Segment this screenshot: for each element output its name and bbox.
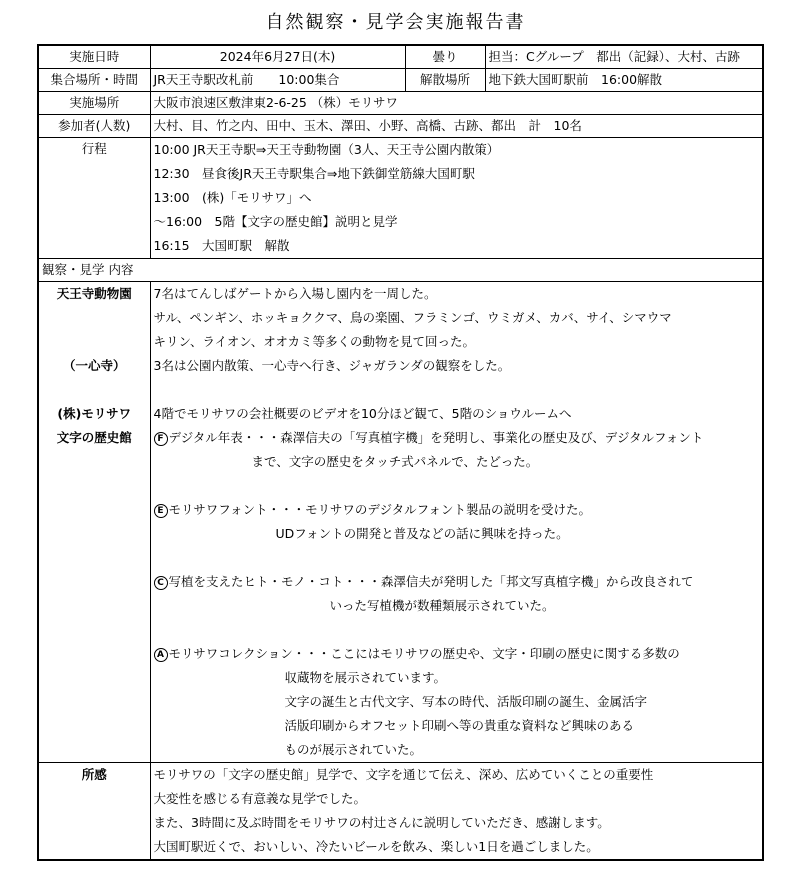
venue-value: 大阪市浪速区敷津東2-6-25 （株）モリサワ (150, 92, 763, 115)
museum-label: 文字の歴史館 (56, 430, 132, 445)
temple-text: 3名は公園内散策、一心寺へ行き、ジャガランダの観察をした。 (153, 358, 511, 373)
company-label: (株)モリサワ (57, 406, 132, 421)
impressions-row (38, 763, 763, 861)
exhibit-text: 文字の誕生と古代文字、写本の時代、活版印刷の誕生、金属活字 (284, 694, 648, 709)
observation-labels (38, 282, 150, 763)
venue-row (38, 92, 763, 115)
weather-value: 曇り (405, 45, 485, 69)
exhibit-text: 収蔵物を展示されています。 (284, 670, 447, 685)
itinerary-line: 13:00 (株)「モリサワ」へ (153, 190, 312, 205)
exhibit-text: まで、文字の歴史をタッチ式パネルで、たどった。 (251, 454, 539, 469)
circled-letter-icon: E (154, 504, 168, 518)
report-title: 自然観察・見学会実施報告書 (265, 12, 526, 33)
exhibit-item-e: E モリサワフォント・・・モリサワのデジタルフォント製品の説明を受けた。 (154, 498, 763, 522)
itinerary-line: ～16:00 5階【文字の歴史館】説明と見学 (153, 214, 398, 229)
zoo-label: 天王寺動物園 (56, 286, 132, 301)
observation-header-row (38, 259, 763, 282)
circled-letter-icon: F (154, 432, 168, 446)
itinerary-line: 12:30 昼食後JR天王寺駅集合⇒地下鉄御堂筋線大国町駅 (153, 166, 475, 181)
itinerary-label: 行程 (38, 138, 150, 259)
circled-letter-icon: A (154, 648, 168, 662)
participants-value: 大村、目、竹之内、田中、玉木、澤田、小野、高橋、古跡、都出 計 10名 (150, 115, 763, 138)
observation-content (150, 282, 763, 763)
dismissal-value: 地下鉄大国町駅前 16:00解散 (485, 69, 763, 92)
impressions-line: 大変性を感じる有意義な見学でした。 (153, 791, 367, 806)
participants-row (38, 115, 763, 138)
company-text: 4階でモリサワの会社概要のビデオを10分ほど観て、5階のショウルームへ (153, 406, 572, 421)
exhibit-text: 活版印刷からオフセット印刷へ等の貴重な資料など興味のある (284, 718, 635, 733)
date-label: 実施日時 (38, 45, 150, 69)
dismissal-label: 解散場所 (405, 69, 485, 92)
circled-letter-icon: C (154, 576, 168, 590)
exhibit-item-a: A モリサワコレクション・・・ここにはモリサワの歴史や、文字・印刷の歴史に関する多数の (154, 642, 763, 666)
exhibit-text: ものが展示されていた。 (284, 742, 423, 757)
report-table (37, 44, 764, 861)
meeting-value: JR天王寺駅改札前 10:00集合 (150, 69, 405, 92)
date-value: 2024年6月27日(木) (150, 45, 405, 69)
observation-row (38, 282, 763, 763)
impressions-content (150, 763, 763, 861)
itinerary-line: 16:15 大国町駅 解散 (153, 238, 290, 253)
observation-header: 観察・見学 内容 (38, 259, 763, 282)
impressions-label: 所感 (38, 763, 150, 861)
date-row (38, 45, 763, 69)
itinerary-content (150, 138, 763, 259)
participants-label: 参加者(人数) (38, 115, 150, 138)
exhibit-text: いった写植機が数種類展示されていた。 (329, 598, 555, 613)
impressions-line: 大国町駅近くで、おいしい、冷たいビールを飲み、楽しい1日を過ごしました。 (153, 839, 599, 854)
zoo-text: キリン、ライオン、オオカミ等多くの動物を見て回った。 (153, 334, 476, 349)
itinerary-line: 10:00 JR天王寺駅⇒天王寺動物園（3人、天王寺公園内散策） (153, 142, 500, 157)
itinerary-row (38, 138, 763, 259)
impressions-line: モリサワの「文字の歴史館」見学で、文字を通じて伝え、深め、広めていくことの重要性 (153, 767, 654, 782)
zoo-text: 7名はてんしばゲートから入場し園内を一周した。 (153, 286, 437, 301)
staff-value: 担当：Cグループ 都出（記録）、大村、古跡 (485, 45, 763, 69)
exhibit-item-c: C 写植を支えたヒト・モノ・コト・・・森澤信夫が発明した「邦文写真植字機」から改良されて (154, 570, 763, 594)
meeting-row (38, 69, 763, 92)
exhibit-text: UDフォントの開発と普及などの話に興味を持った。 (275, 526, 569, 541)
exhibit-item-f: F デジタル年表・・・森澤信夫の「写真植字機」を発明し、事業化の歴史及び、デジタルフォント (154, 426, 763, 450)
temple-label: （一心寺） (62, 358, 126, 373)
zoo-text: サル、ペンギン、ホッキョククマ、鳥の楽園、フラミンゴ、ウミガメ、カバ、サイ、シマウマ (153, 310, 672, 325)
meeting-label: 集合場所・時間 (38, 69, 150, 92)
venue-label: 実施場所 (38, 92, 150, 115)
impressions-line: また、3時間に及ぶ時間をモリサワの村辻さんに説明していただき、感謝します。 (153, 815, 610, 830)
